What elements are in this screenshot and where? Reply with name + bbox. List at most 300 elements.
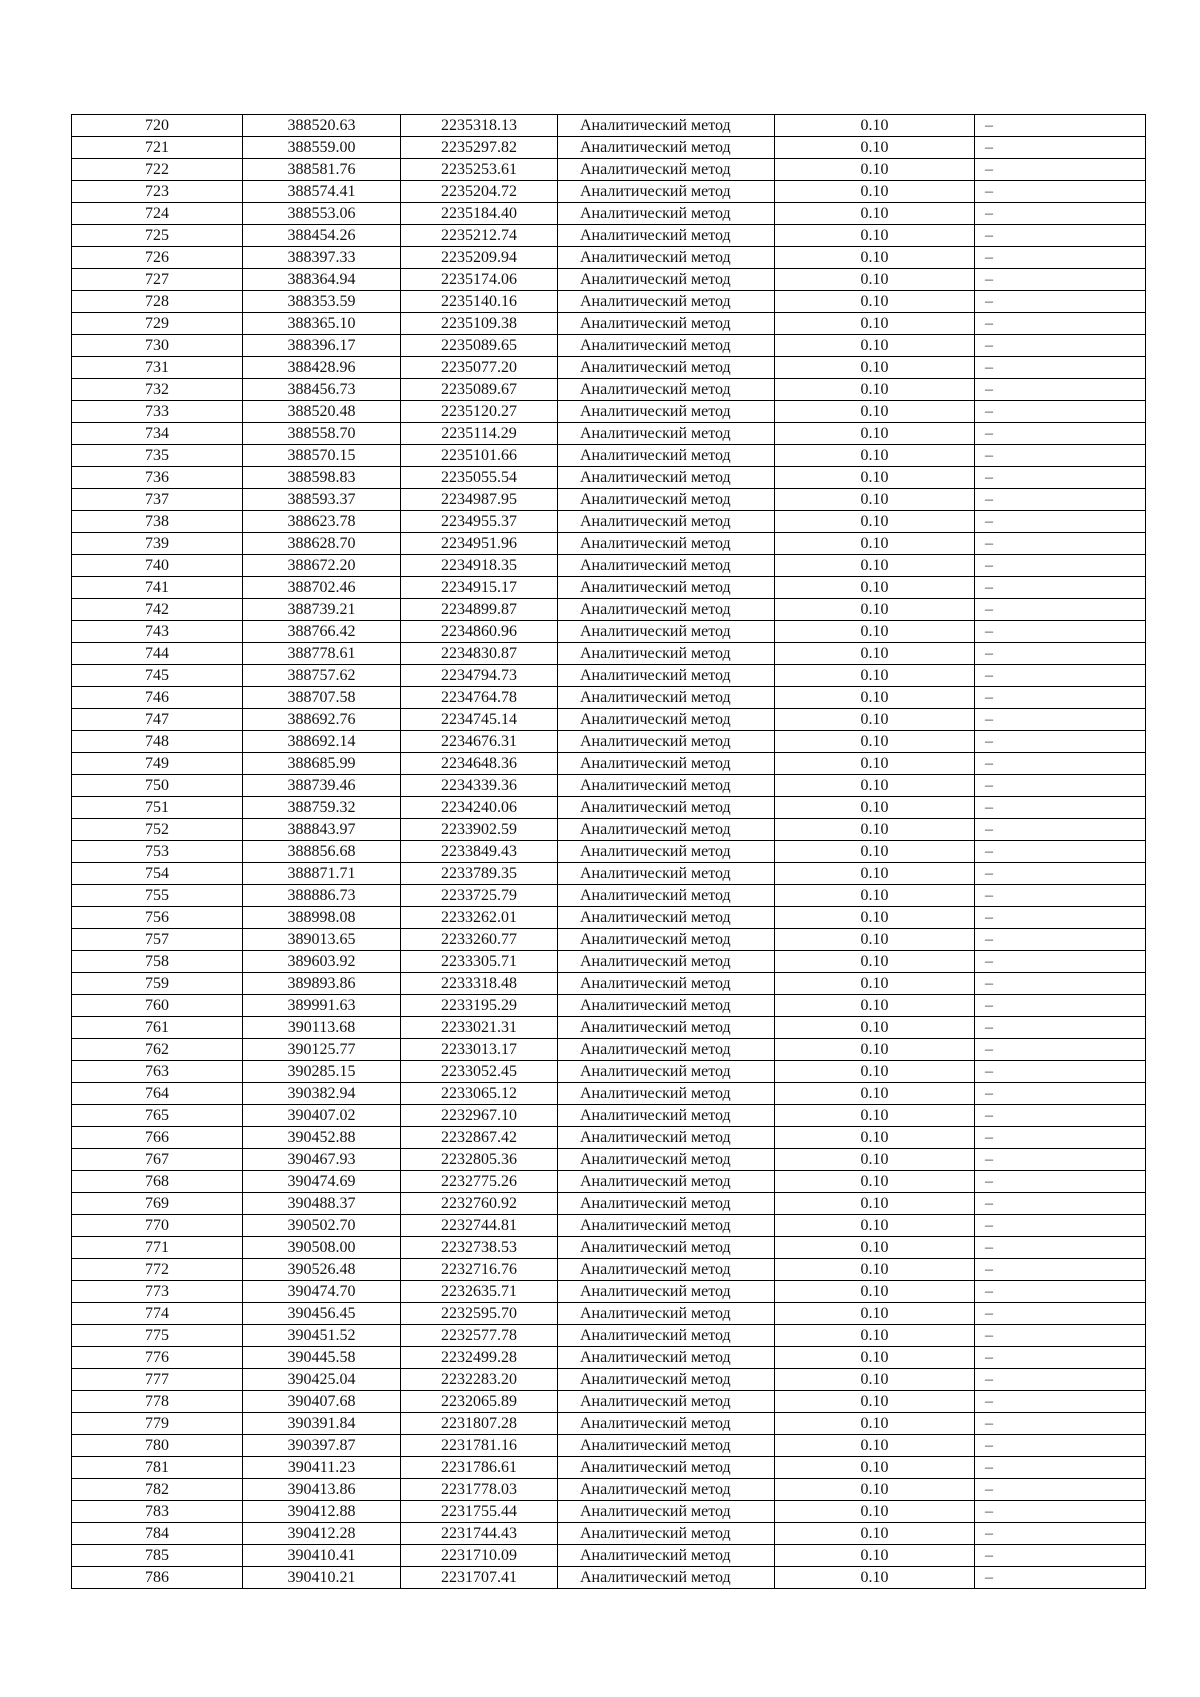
x-coordinate-cell: 390407.02 [243,1105,401,1127]
accuracy-cell: 0.10 [775,1347,975,1369]
x-coordinate-cell: 390413.86 [243,1479,401,1501]
y-coordinate-cell: 2234676.31 [401,731,558,753]
method-cell: Аналитический метод [558,159,775,181]
table-body [72,115,1146,1589]
point-number-cell: 780 [72,1435,243,1457]
accuracy-cell: 0.10 [775,445,975,467]
point-number-cell: 765 [72,1105,243,1127]
point-number-cell: 768 [72,1171,243,1193]
accuracy-cell: 0.10 [775,973,975,995]
note-cell: – [975,313,1146,335]
point-number-cell: 749 [72,753,243,775]
method-cell: Аналитический метод [558,687,775,709]
x-coordinate-cell: 389893.86 [243,973,401,995]
point-number-cell: 764 [72,1083,243,1105]
table-row [72,885,1146,907]
accuracy-cell: 0.10 [775,467,975,489]
x-coordinate-cell: 390125.77 [243,1039,401,1061]
note-cell: – [975,445,1146,467]
point-number-cell: 724 [72,203,243,225]
x-coordinate-cell: 388365.10 [243,313,401,335]
table-row [72,489,1146,511]
x-coordinate-cell: 389991.63 [243,995,401,1017]
note-cell: – [975,247,1146,269]
accuracy-cell: 0.10 [775,1061,975,1083]
note-cell: – [975,1171,1146,1193]
table-row [72,291,1146,313]
method-cell: Аналитический метод [558,1413,775,1435]
x-coordinate-cell: 390502.70 [243,1215,401,1237]
method-cell: Аналитический метод [558,1017,775,1039]
y-coordinate-cell: 2235174.06 [401,269,558,291]
accuracy-cell: 0.10 [775,423,975,445]
x-coordinate-cell: 388692.14 [243,731,401,753]
y-coordinate-cell: 2233052.45 [401,1061,558,1083]
note-cell: – [975,467,1146,489]
note-cell: – [975,1325,1146,1347]
accuracy-cell: 0.10 [775,1083,975,1105]
point-number-cell: 751 [72,797,243,819]
table-row [72,225,1146,247]
table-row [72,1567,1146,1589]
method-cell: Аналитический метод [558,269,775,291]
accuracy-cell: 0.10 [775,753,975,775]
x-coordinate-cell: 388739.21 [243,599,401,621]
x-coordinate-cell: 389603.92 [243,951,401,973]
x-coordinate-cell: 388581.76 [243,159,401,181]
y-coordinate-cell: 2232867.42 [401,1127,558,1149]
table-row [72,357,1146,379]
y-coordinate-cell: 2235089.65 [401,335,558,357]
point-number-cell: 750 [72,775,243,797]
y-coordinate-cell: 2234339.36 [401,775,558,797]
y-coordinate-cell: 2234648.36 [401,753,558,775]
accuracy-cell: 0.10 [775,1303,975,1325]
table-row [72,247,1146,269]
y-coordinate-cell: 2232805.36 [401,1149,558,1171]
point-number-cell: 753 [72,841,243,863]
coordinates-table [71,114,1146,1589]
y-coordinate-cell: 2233013.17 [401,1039,558,1061]
method-cell: Аналитический метод [558,1347,775,1369]
table-row [72,951,1146,973]
method-cell: Аналитический метод [558,1127,775,1149]
point-number-cell: 761 [72,1017,243,1039]
point-number-cell: 734 [72,423,243,445]
accuracy-cell: 0.10 [775,1479,975,1501]
x-coordinate-cell: 388598.83 [243,467,401,489]
x-coordinate-cell: 388396.17 [243,335,401,357]
method-cell: Аналитический метод [558,1523,775,1545]
y-coordinate-cell: 2234830.87 [401,643,558,665]
accuracy-cell: 0.10 [775,929,975,951]
accuracy-cell: 0.10 [775,819,975,841]
x-coordinate-cell: 388364.94 [243,269,401,291]
method-cell: Аналитический метод [558,621,775,643]
accuracy-cell: 0.10 [775,1039,975,1061]
point-number-cell: 732 [72,379,243,401]
table-row [72,1523,1146,1545]
point-number-cell: 770 [72,1215,243,1237]
method-cell: Аналитический метод [558,379,775,401]
point-number-cell: 725 [72,225,243,247]
table-row [72,1083,1146,1105]
table-row [72,159,1146,181]
point-number-cell: 743 [72,621,243,643]
y-coordinate-cell: 2232635.71 [401,1281,558,1303]
note-cell: – [975,1391,1146,1413]
method-cell: Аналитический метод [558,1501,775,1523]
method-cell: Аналитический метод [558,467,775,489]
x-coordinate-cell: 388558.70 [243,423,401,445]
table-row [72,1149,1146,1171]
table-row [72,1413,1146,1435]
accuracy-cell: 0.10 [775,1149,975,1171]
y-coordinate-cell: 2232775.26 [401,1171,558,1193]
method-cell: Аналитический метод [558,1457,775,1479]
accuracy-cell: 0.10 [775,1127,975,1149]
table-row [72,379,1146,401]
note-cell: – [975,511,1146,533]
note-cell: – [975,1259,1146,1281]
y-coordinate-cell: 2233849.43 [401,841,558,863]
accuracy-cell: 0.10 [775,335,975,357]
table-row [72,731,1146,753]
method-cell: Аналитический метод [558,489,775,511]
y-coordinate-cell: 2232499.28 [401,1347,558,1369]
table-row [72,1105,1146,1127]
point-number-cell: 736 [72,467,243,489]
y-coordinate-cell: 2232065.89 [401,1391,558,1413]
point-number-cell: 726 [72,247,243,269]
method-cell: Аналитический метод [558,1039,775,1061]
method-cell: Аналитический метод [558,863,775,885]
x-coordinate-cell: 390410.21 [243,1567,401,1589]
point-number-cell: 774 [72,1303,243,1325]
x-coordinate-cell: 388623.78 [243,511,401,533]
point-number-cell: 784 [72,1523,243,1545]
y-coordinate-cell: 2234899.87 [401,599,558,621]
method-cell: Аналитический метод [558,643,775,665]
accuracy-cell: 0.10 [775,115,975,137]
x-coordinate-cell: 388428.96 [243,357,401,379]
method-cell: Аналитический метод [558,1105,775,1127]
accuracy-cell: 0.10 [775,247,975,269]
point-number-cell: 744 [72,643,243,665]
method-cell: Аналитический метод [558,709,775,731]
x-coordinate-cell: 388353.59 [243,291,401,313]
table-row [72,467,1146,489]
note-cell: – [975,1567,1146,1589]
accuracy-cell: 0.10 [775,731,975,753]
method-cell: Аналитический метод [558,291,775,313]
point-number-cell: 752 [72,819,243,841]
x-coordinate-cell: 388454.26 [243,225,401,247]
point-number-cell: 763 [72,1061,243,1083]
x-coordinate-cell: 388593.37 [243,489,401,511]
point-number-cell: 775 [72,1325,243,1347]
table-row [72,1259,1146,1281]
table-row [72,511,1146,533]
accuracy-cell: 0.10 [775,951,975,973]
table-row [72,621,1146,643]
note-cell: – [975,599,1146,621]
y-coordinate-cell: 2231781.16 [401,1435,558,1457]
note-cell: – [975,665,1146,687]
y-coordinate-cell: 2235253.61 [401,159,558,181]
y-coordinate-cell: 2231778.03 [401,1479,558,1501]
x-coordinate-cell: 390407.68 [243,1391,401,1413]
y-coordinate-cell: 2231786.61 [401,1457,558,1479]
note-cell: – [975,357,1146,379]
y-coordinate-cell: 2233195.29 [401,995,558,1017]
accuracy-cell: 0.10 [775,643,975,665]
note-cell: – [975,1237,1146,1259]
point-number-cell: 735 [72,445,243,467]
method-cell: Аналитический метод [558,1061,775,1083]
y-coordinate-cell: 2235212.74 [401,225,558,247]
y-coordinate-cell: 2235055.54 [401,467,558,489]
y-coordinate-cell: 2235109.38 [401,313,558,335]
table-row [72,401,1146,423]
accuracy-cell: 0.10 [775,665,975,687]
method-cell: Аналитический метод [558,775,775,797]
x-coordinate-cell: 390113.68 [243,1017,401,1039]
accuracy-cell: 0.10 [775,511,975,533]
x-coordinate-cell: 390451.52 [243,1325,401,1347]
method-cell: Аналитический метод [558,995,775,1017]
x-coordinate-cell: 388692.76 [243,709,401,731]
y-coordinate-cell: 2233902.59 [401,819,558,841]
note-cell: – [975,687,1146,709]
accuracy-cell: 0.10 [775,181,975,203]
y-coordinate-cell: 2234794.73 [401,665,558,687]
note-cell: – [975,401,1146,423]
note-cell: – [975,181,1146,203]
x-coordinate-cell: 388672.20 [243,555,401,577]
y-coordinate-cell: 2234240.06 [401,797,558,819]
note-cell: – [975,841,1146,863]
y-coordinate-cell: 2231707.41 [401,1567,558,1589]
note-cell: – [975,863,1146,885]
accuracy-cell: 0.10 [775,1545,975,1567]
table-row [72,1325,1146,1347]
x-coordinate-cell: 390488.37 [243,1193,401,1215]
point-number-cell: 769 [72,1193,243,1215]
table-row [72,841,1146,863]
table-row [72,665,1146,687]
y-coordinate-cell: 2232744.81 [401,1215,558,1237]
note-cell: – [975,929,1146,951]
method-cell: Аналитический метод [558,731,775,753]
table-row [72,555,1146,577]
x-coordinate-cell: 388871.71 [243,863,401,885]
x-coordinate-cell: 390508.00 [243,1237,401,1259]
accuracy-cell: 0.10 [775,1237,975,1259]
note-cell: – [975,643,1146,665]
point-number-cell: 778 [72,1391,243,1413]
x-coordinate-cell: 388456.73 [243,379,401,401]
table-row [72,709,1146,731]
table-row [72,687,1146,709]
x-coordinate-cell: 388843.97 [243,819,401,841]
table-row [72,137,1146,159]
y-coordinate-cell: 2233262.01 [401,907,558,929]
accuracy-cell: 0.10 [775,1501,975,1523]
note-cell: – [975,1413,1146,1435]
table-row [72,863,1146,885]
table-row [72,1303,1146,1325]
note-cell: – [975,731,1146,753]
method-cell: Аналитический метод [558,797,775,819]
point-number-cell: 756 [72,907,243,929]
point-number-cell: 727 [72,269,243,291]
point-number-cell: 759 [72,973,243,995]
accuracy-cell: 0.10 [775,1523,975,1545]
note-cell: – [975,753,1146,775]
note-cell: – [975,1303,1146,1325]
note-cell: – [975,577,1146,599]
method-cell: Аналитический метод [558,1567,775,1589]
accuracy-cell: 0.10 [775,841,975,863]
point-number-cell: 733 [72,401,243,423]
table-row [72,1237,1146,1259]
x-coordinate-cell: 390391.84 [243,1413,401,1435]
accuracy-cell: 0.10 [775,797,975,819]
x-coordinate-cell: 390382.94 [243,1083,401,1105]
table-row [72,181,1146,203]
point-number-cell: 730 [72,335,243,357]
table-row [72,1545,1146,1567]
accuracy-cell: 0.10 [775,1017,975,1039]
note-cell: – [975,907,1146,929]
accuracy-cell: 0.10 [775,1457,975,1479]
y-coordinate-cell: 2234918.35 [401,555,558,577]
method-cell: Аналитический метод [558,973,775,995]
accuracy-cell: 0.10 [775,1193,975,1215]
accuracy-cell: 0.10 [775,1369,975,1391]
accuracy-cell: 0.10 [775,313,975,335]
point-number-cell: 766 [72,1127,243,1149]
y-coordinate-cell: 2232595.70 [401,1303,558,1325]
y-coordinate-cell: 2232967.10 [401,1105,558,1127]
method-cell: Аналитический метод [558,1215,775,1237]
table-row [72,907,1146,929]
method-cell: Аналитический метод [558,1193,775,1215]
point-number-cell: 762 [72,1039,243,1061]
y-coordinate-cell: 2231710.09 [401,1545,558,1567]
point-number-cell: 737 [72,489,243,511]
y-coordinate-cell: 2233725.79 [401,885,558,907]
table-row [72,1171,1146,1193]
note-cell: – [975,115,1146,137]
method-cell: Аналитический метод [558,137,775,159]
y-coordinate-cell: 2234951.96 [401,533,558,555]
x-coordinate-cell: 390474.70 [243,1281,401,1303]
method-cell: Аналитический метод [558,313,775,335]
note-cell: – [975,797,1146,819]
x-coordinate-cell: 390526.48 [243,1259,401,1281]
method-cell: Аналитический метод [558,555,775,577]
point-number-cell: 783 [72,1501,243,1523]
note-cell: – [975,291,1146,313]
y-coordinate-cell: 2231744.43 [401,1523,558,1545]
note-cell: – [975,1061,1146,1083]
table-row [72,313,1146,335]
y-coordinate-cell: 2233021.31 [401,1017,558,1039]
point-number-cell: 782 [72,1479,243,1501]
table-row [72,269,1146,291]
method-cell: Аналитический метод [558,115,775,137]
x-coordinate-cell: 388702.46 [243,577,401,599]
y-coordinate-cell: 2234915.17 [401,577,558,599]
method-cell: Аналитический метод [558,1545,775,1567]
table-row [72,995,1146,1017]
x-coordinate-cell: 390397.87 [243,1435,401,1457]
note-cell: – [975,1501,1146,1523]
y-coordinate-cell: 2233065.12 [401,1083,558,1105]
method-cell: Аналитический метод [558,1237,775,1259]
x-coordinate-cell: 390445.58 [243,1347,401,1369]
accuracy-cell: 0.10 [775,1105,975,1127]
method-cell: Аналитический метод [558,533,775,555]
method-cell: Аналитический метод [558,1083,775,1105]
note-cell: – [975,819,1146,841]
y-coordinate-cell: 2233318.48 [401,973,558,995]
point-number-cell: 731 [72,357,243,379]
x-coordinate-cell: 390412.28 [243,1523,401,1545]
method-cell: Аналитический метод [558,1171,775,1193]
point-number-cell: 721 [72,137,243,159]
note-cell: – [975,1149,1146,1171]
x-coordinate-cell: 388520.63 [243,115,401,137]
note-cell: – [975,885,1146,907]
accuracy-cell: 0.10 [775,357,975,379]
point-number-cell: 742 [72,599,243,621]
method-cell: Аналитический метод [558,357,775,379]
accuracy-cell: 0.10 [775,269,975,291]
point-number-cell: 758 [72,951,243,973]
method-cell: Аналитический метод [558,1259,775,1281]
point-number-cell: 723 [72,181,243,203]
table-row [72,1435,1146,1457]
method-cell: Аналитический метод [558,1435,775,1457]
method-cell: Аналитический метод [558,885,775,907]
note-cell: – [975,335,1146,357]
x-coordinate-cell: 388998.08 [243,907,401,929]
accuracy-cell: 0.10 [775,775,975,797]
table-row [72,1193,1146,1215]
method-cell: Аналитический метод [558,247,775,269]
y-coordinate-cell: 2232283.20 [401,1369,558,1391]
table-row [72,929,1146,951]
method-cell: Аналитический метод [558,1281,775,1303]
table-row [72,115,1146,137]
note-cell: – [975,203,1146,225]
table-row [72,1281,1146,1303]
x-coordinate-cell: 390452.88 [243,1127,401,1149]
table-row [72,775,1146,797]
table-row [72,643,1146,665]
method-cell: Аналитический метод [558,665,775,687]
note-cell: – [975,1435,1146,1457]
x-coordinate-cell: 390474.69 [243,1171,401,1193]
y-coordinate-cell: 2232577.78 [401,1325,558,1347]
note-cell: – [975,1545,1146,1567]
x-coordinate-cell: 388757.62 [243,665,401,687]
table-row [72,1501,1146,1523]
table-row [72,1479,1146,1501]
